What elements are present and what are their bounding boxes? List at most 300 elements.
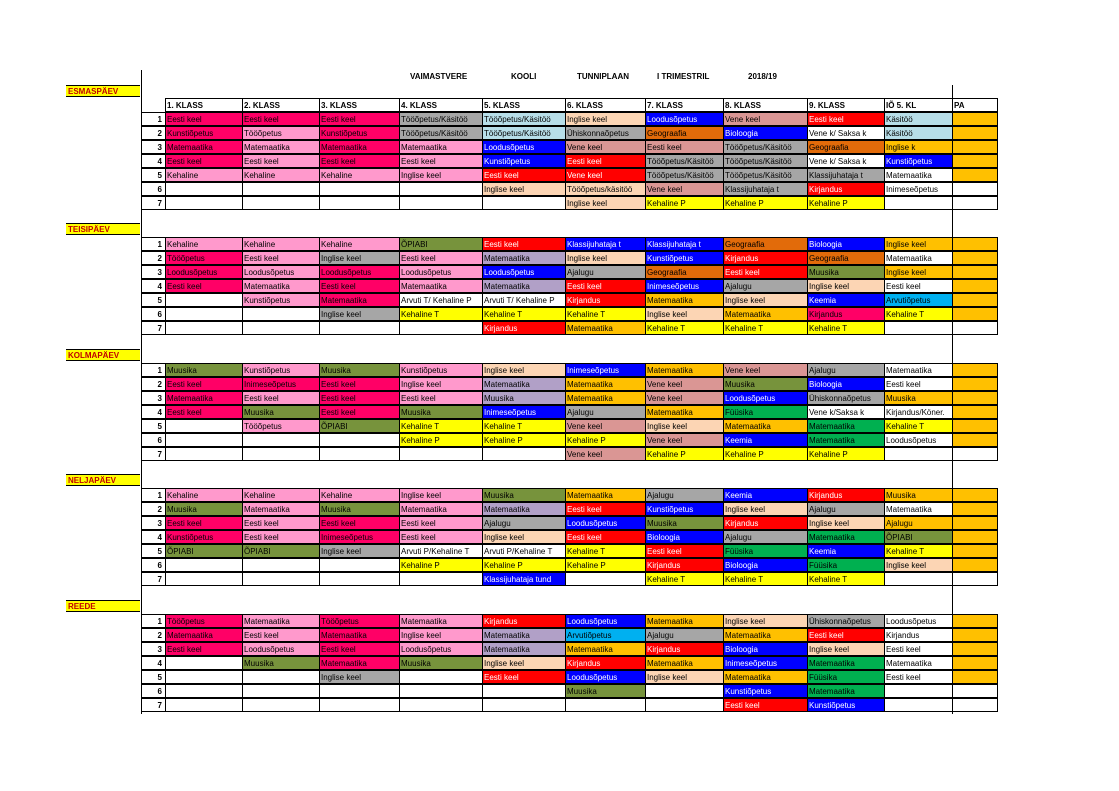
lesson-cell: Eesti keel [884, 377, 952, 391]
lesson-cell: Inglise keel [399, 168, 482, 182]
lesson-cell [952, 447, 998, 461]
lesson-cell: Eesti keel [242, 112, 319, 126]
lesson-cell: Muusika [645, 516, 723, 530]
lesson-cell: Inglise keel [319, 307, 399, 321]
lesson-cell: Kunstiõpetus [399, 363, 482, 377]
lesson-cell: Kirjandus [723, 251, 807, 265]
lesson-cell [319, 196, 399, 210]
lesson-cell: Tööõpetus [242, 126, 319, 140]
lesson-number: 1 [141, 112, 165, 126]
lesson-cell [165, 656, 242, 670]
lesson-cell: Muusika [399, 405, 482, 419]
lesson-cell: Ajalugu [723, 279, 807, 293]
lesson-cell: Eesti keel [807, 112, 884, 126]
lesson-cell: Matemaatika [482, 279, 565, 293]
lesson-cell: Matemaatika [884, 251, 952, 265]
lesson-cell: Inglise keel [807, 516, 884, 530]
lesson-number: 3 [141, 140, 165, 154]
lesson-cell: Ühiskonnaõpetus [807, 614, 884, 628]
lesson-number: 6 [141, 307, 165, 321]
lesson-cell: Arvuti T/ Kehaline P [399, 293, 482, 307]
lesson-cell [399, 321, 482, 335]
lesson-cell [952, 279, 998, 293]
lesson-cell: Bioloogia [807, 237, 884, 251]
lesson-cell [952, 265, 998, 279]
lesson-cell: Vene k/ Saksa k [807, 126, 884, 140]
lesson-cell: Muusika [165, 502, 242, 516]
lesson-number: 1 [141, 237, 165, 251]
lesson-cell: Kehaline T [807, 572, 884, 586]
lesson-cell [399, 670, 482, 684]
lesson-cell: Kunstiõpetus [165, 530, 242, 544]
lesson-cell: Inimeseõpetus [884, 182, 952, 196]
lesson-cell: Tööõpetus/Käsitöö [645, 154, 723, 168]
title-school-year: 2018/19 [748, 72, 777, 81]
lesson-number: 3 [141, 265, 165, 279]
lesson-cell: Kehaline P [645, 196, 723, 210]
lesson-cell: Klassijuhataja t [723, 182, 807, 196]
lesson-cell: Vene keel [723, 363, 807, 377]
lesson-cell: Matemaatika [399, 614, 482, 628]
lesson-cell: Muusika [242, 405, 319, 419]
lesson-cell: Klassijuhataja tund [482, 572, 565, 586]
title-timetable: TUNNIPLAAN [577, 72, 629, 81]
lesson-cell: Bioloogia [723, 558, 807, 572]
lesson-cell [952, 307, 998, 321]
lesson-cell: Muusika [242, 656, 319, 670]
lesson-cell: Matemaatika [884, 168, 952, 182]
lesson-cell: Loodusõpetus [242, 265, 319, 279]
lesson-cell [952, 154, 998, 168]
lesson-cell [242, 196, 319, 210]
lesson-cell: Eesti keel [884, 279, 952, 293]
lesson-cell: Eesti keel [399, 530, 482, 544]
lesson-cell [165, 558, 242, 572]
lesson-cell [952, 656, 998, 670]
lesson-cell: Matemaatika [482, 251, 565, 265]
lesson-cell [482, 698, 565, 712]
lesson-cell [884, 196, 952, 210]
lesson-cell: Inimeseõpetus [319, 530, 399, 544]
lesson-cell [952, 293, 998, 307]
lesson-cell: Matemaatika [884, 502, 952, 516]
lesson-cell: Tööõpetus/käsitöö [565, 182, 645, 196]
lesson-cell: Inglise keel [319, 670, 399, 684]
lesson-cell: Geograafia [645, 265, 723, 279]
lesson-cell: Muusika [565, 684, 645, 698]
lesson-cell: Loodusõpetus [242, 642, 319, 656]
lesson-number: 2 [141, 126, 165, 140]
lesson-cell: Vene k/ Saksa k [807, 154, 884, 168]
lesson-cell: Vene keel [565, 140, 645, 154]
lesson-cell: Inimeseõpetus [565, 363, 645, 377]
lesson-cell: Matemaatika [645, 363, 723, 377]
lesson-cell [482, 684, 565, 698]
lesson-cell: Klassijuhataja t [807, 168, 884, 182]
lesson-cell [952, 363, 998, 377]
lesson-cell: Eesti keel [565, 502, 645, 516]
lesson-cell [242, 447, 319, 461]
lesson-cell: Matemaatika [319, 628, 399, 642]
column-header: 7. KLASS [645, 98, 723, 112]
lesson-cell: Kehaline T [884, 419, 952, 433]
lesson-cell: Arvuti P/Kehaline T [399, 544, 482, 558]
lesson-cell: Kehaline [165, 237, 242, 251]
lesson-cell: Inglise keel [399, 628, 482, 642]
lesson-cell: Geograafia [723, 237, 807, 251]
lesson-cell: Tööõpetus/Käsitöö [723, 140, 807, 154]
lesson-cell: Matemaatika [242, 279, 319, 293]
lesson-cell: Keemia [723, 488, 807, 502]
lesson-cell: Vene k/Saksa k [807, 405, 884, 419]
lesson-number: 1 [141, 614, 165, 628]
lesson-cell: Inglise keel [645, 419, 723, 433]
lesson-cell: Eesti keel [319, 391, 399, 405]
lesson-cell [165, 670, 242, 684]
lesson-cell: Loodusõpetus [884, 614, 952, 628]
lesson-cell: Muusika [319, 502, 399, 516]
lesson-cell: Matemaatika [723, 307, 807, 321]
lesson-cell: Füüsika [723, 405, 807, 419]
lesson-cell [482, 196, 565, 210]
lesson-cell: Ühiskonnaõpetus [565, 126, 645, 140]
lesson-cell [399, 447, 482, 461]
lesson-cell: Kehaline [242, 488, 319, 502]
lesson-cell: Matemaatika [165, 140, 242, 154]
lesson-cell: Klassijuhataja t [645, 237, 723, 251]
lesson-cell [884, 447, 952, 461]
lesson-cell: Füüsika [723, 544, 807, 558]
lesson-cell [242, 558, 319, 572]
lesson-cell: Muusika [482, 391, 565, 405]
lesson-cell [952, 196, 998, 210]
lesson-cell [952, 391, 998, 405]
lesson-cell: Matemaatika [482, 377, 565, 391]
lesson-cell: Matemaatika [482, 642, 565, 656]
lesson-cell: Eesti keel [807, 628, 884, 642]
lesson-cell: Eesti keel [319, 516, 399, 530]
lesson-cell: Eesti keel [565, 154, 645, 168]
lesson-cell: Kehaline P [482, 558, 565, 572]
column-header: 4. KLASS [399, 98, 482, 112]
lesson-cell: Ajalugu [482, 516, 565, 530]
lesson-cell: Kirjandus [723, 516, 807, 530]
column-header: 9. KLASS [807, 98, 884, 112]
column-header: 2. KLASS [242, 98, 319, 112]
lesson-cell: Ajalugu [645, 488, 723, 502]
lesson-cell: Matemaatika [482, 502, 565, 516]
lesson-cell: Füüsika [807, 670, 884, 684]
lesson-number: 5 [141, 544, 165, 558]
lesson-cell [952, 628, 998, 642]
lesson-cell: Matemaatika [807, 656, 884, 670]
lesson-cell: Inglise keel [807, 642, 884, 656]
lesson-cell: Matemaatika [319, 656, 399, 670]
column-header: PA [952, 98, 998, 112]
title-trimester: I TRIMESTRIL [657, 72, 710, 81]
lesson-cell [952, 530, 998, 544]
lesson-cell: Kehaline P [565, 558, 645, 572]
lesson-cell: Matemaatika [242, 502, 319, 516]
lesson-cell: Inglise k [884, 140, 952, 154]
lesson-cell: Muusika [723, 377, 807, 391]
lesson-cell: Eesti keel [242, 628, 319, 642]
lesson-cell: Kunstiõpetus [645, 502, 723, 516]
lesson-cell: Inglise keel [645, 670, 723, 684]
lesson-cell: Eesti keel [319, 642, 399, 656]
lesson-cell [952, 112, 998, 126]
lesson-cell [952, 140, 998, 154]
lesson-cell [952, 698, 998, 712]
lesson-cell: Kunstiõpetus [723, 684, 807, 698]
lesson-cell: Ajalugu [807, 502, 884, 516]
lesson-cell: Bioloogia [723, 642, 807, 656]
lesson-cell: Loodusõpetus [565, 670, 645, 684]
lesson-cell: Inimeseõpetus [482, 405, 565, 419]
lesson-cell [165, 684, 242, 698]
lesson-cell [165, 321, 242, 335]
lesson-cell [399, 684, 482, 698]
lesson-cell: Matemaatika [807, 684, 884, 698]
lesson-cell: Kehaline [319, 237, 399, 251]
lesson-cell: Loodusõpetus [482, 265, 565, 279]
lesson-cell [884, 698, 952, 712]
lesson-cell [952, 670, 998, 684]
lesson-cell: Loodusõpetus [565, 516, 645, 530]
lesson-cell: Kehaline P [723, 447, 807, 461]
lesson-cell: Eesti keel [884, 642, 952, 656]
lesson-cell: Kehaline P [482, 433, 565, 447]
column-header: 5. KLASS [482, 98, 565, 112]
lesson-cell: Kehaline T [884, 544, 952, 558]
lesson-cell: Kehaline P [723, 196, 807, 210]
lesson-cell: Eesti keel [242, 530, 319, 544]
lesson-cell: Kirjandus [884, 628, 952, 642]
lesson-cell [952, 433, 998, 447]
lesson-cell: Matemaatika [482, 628, 565, 642]
lesson-cell: Matemaatika [565, 488, 645, 502]
lesson-cell: Loodusõpetus [399, 265, 482, 279]
lesson-cell [952, 126, 998, 140]
lesson-cell [165, 447, 242, 461]
lesson-cell: Inglise keel [565, 196, 645, 210]
lesson-cell [952, 516, 998, 530]
lesson-cell: Kunstiõpetus [242, 293, 319, 307]
lesson-number: 5 [141, 293, 165, 307]
lesson-cell: Ajalugu [723, 530, 807, 544]
lesson-cell: Matemaatika [645, 405, 723, 419]
lesson-cell: Arvuti T/ Kehaline P [482, 293, 565, 307]
lesson-cell: Kirjandus/Köner. [884, 405, 952, 419]
lesson-cell: Eesti keel [242, 251, 319, 265]
lesson-cell [399, 572, 482, 586]
lesson-cell: Matemaatika [723, 419, 807, 433]
lesson-cell [319, 433, 399, 447]
lesson-cell: Eesti keel [565, 530, 645, 544]
lesson-cell: Inimeseõpetus [242, 377, 319, 391]
lesson-cell: Kehaline T [565, 544, 645, 558]
lesson-number: 3 [141, 642, 165, 656]
lesson-number: 5 [141, 168, 165, 182]
lesson-cell: Kirjandus [645, 558, 723, 572]
lesson-cell: Inglise keel [482, 363, 565, 377]
lesson-cell: Matemaatika [884, 656, 952, 670]
lesson-cell: Bioloogia [807, 377, 884, 391]
lesson-cell [952, 572, 998, 586]
lesson-cell [165, 293, 242, 307]
lesson-cell: ÕPIABI [165, 544, 242, 558]
lesson-cell: Matemaatika [399, 140, 482, 154]
lesson-cell: Eesti keel [319, 377, 399, 391]
lesson-cell [399, 698, 482, 712]
lesson-cell: Muusika [807, 265, 884, 279]
lesson-cell: Kunstiõpetus [884, 154, 952, 168]
lesson-cell [952, 377, 998, 391]
lesson-cell: Tööõpetus/Käsitöö [723, 168, 807, 182]
lesson-cell: Kirjandus [645, 642, 723, 656]
lesson-cell [565, 572, 645, 586]
column-header: 6. KLASS [565, 98, 645, 112]
lesson-cell: Matemaatika [807, 433, 884, 447]
lesson-cell: Kehaline T [399, 307, 482, 321]
lesson-cell [952, 182, 998, 196]
lesson-cell: Loodusõpetus [319, 265, 399, 279]
lesson-number: 2 [141, 628, 165, 642]
lesson-cell: Matemaatika [399, 502, 482, 516]
lesson-cell [482, 447, 565, 461]
lesson-cell: Kehaline [242, 168, 319, 182]
lesson-cell: Tööõpetus/Käsitöö [399, 112, 482, 126]
lesson-cell [952, 488, 998, 502]
lesson-cell: Kunstiõpetus [645, 251, 723, 265]
lesson-cell: Kunstiõpetus [807, 698, 884, 712]
lesson-number: 6 [141, 684, 165, 698]
lesson-number: 3 [141, 391, 165, 405]
lesson-number: 5 [141, 670, 165, 684]
lesson-number: 4 [141, 154, 165, 168]
lesson-cell: Loodusõpetus [482, 140, 565, 154]
lesson-cell: Inimeseõpetus [645, 279, 723, 293]
lesson-cell: Vene keel [565, 419, 645, 433]
lesson-cell: Inglise keel [807, 279, 884, 293]
lesson-cell: Matemaatika [565, 321, 645, 335]
lesson-number: 4 [141, 279, 165, 293]
lesson-cell: Kehaline T [884, 307, 952, 321]
lesson-number: 4 [141, 530, 165, 544]
lesson-cell: Kehaline P [807, 196, 884, 210]
lesson-cell: Matemaatika [165, 391, 242, 405]
lesson-cell: Eesti keel [884, 670, 952, 684]
lesson-cell: Matemaatika [645, 293, 723, 307]
lesson-cell: Ajalugu [645, 628, 723, 642]
lesson-cell: Inglise keel [723, 293, 807, 307]
lesson-cell [952, 168, 998, 182]
lesson-cell: Inglise keel [319, 251, 399, 265]
lesson-cell: Keemia [723, 433, 807, 447]
lesson-cell: ÕPIABI [399, 237, 482, 251]
lesson-cell: Loodusõpetus [645, 112, 723, 126]
lesson-cell: Eesti keel [319, 279, 399, 293]
lesson-cell: Kehaline T [565, 307, 645, 321]
lesson-cell: Kehaline [165, 488, 242, 502]
lesson-cell: Bioloogia [645, 530, 723, 544]
lesson-cell [319, 321, 399, 335]
lesson-number: 5 [141, 419, 165, 433]
lesson-cell: Inimeseõpetus [723, 656, 807, 670]
lesson-cell: Kehaline P [565, 433, 645, 447]
lesson-cell: Arvutiõpetus [565, 628, 645, 642]
lesson-number: 2 [141, 377, 165, 391]
lesson-number: 4 [141, 405, 165, 419]
lesson-cell: Loodusõpetus [884, 433, 952, 447]
column-header: 8. KLASS [723, 98, 807, 112]
lesson-cell [165, 182, 242, 196]
lesson-cell: Matemaatika [242, 140, 319, 154]
lesson-cell: Matemaatika [565, 642, 645, 656]
lesson-cell: Vene keel [565, 447, 645, 461]
lesson-cell [319, 558, 399, 572]
lesson-cell: Muusika [399, 656, 482, 670]
lesson-cell: Kirjandus [482, 321, 565, 335]
lesson-cell: Loodusõpetus [165, 265, 242, 279]
lesson-cell: Loodusõpetus [399, 642, 482, 656]
lesson-cell: Muusika [884, 488, 952, 502]
lesson-cell: Inglise keel [884, 265, 952, 279]
lesson-number: 7 [141, 572, 165, 586]
lesson-cell: Geograafia [645, 126, 723, 140]
lesson-cell [242, 307, 319, 321]
lesson-cell: Inglise keel [399, 377, 482, 391]
lesson-cell: Kirjandus [565, 656, 645, 670]
lesson-cell: Füüsika [807, 558, 884, 572]
lesson-cell [952, 642, 998, 656]
lesson-cell: Muusika [165, 363, 242, 377]
lesson-cell: Vene keel [645, 391, 723, 405]
lesson-cell: Matemaatika [565, 391, 645, 405]
lesson-cell: Kunstiõpetus [319, 126, 399, 140]
lesson-cell: Klassijuhataja t [565, 237, 645, 251]
lesson-cell: Eesti keel [165, 112, 242, 126]
lesson-cell: Ajalugu [565, 265, 645, 279]
lesson-cell: Eesti keel [482, 670, 565, 684]
lesson-cell: Inglise keel [884, 237, 952, 251]
lesson-number: 4 [141, 656, 165, 670]
lesson-cell: Eesti keel [645, 544, 723, 558]
lesson-cell: Inglise keel [723, 614, 807, 628]
title-school-name: VAIMASTVERE [410, 72, 468, 81]
lesson-cell: Kehaline T [723, 572, 807, 586]
lesson-number: 1 [141, 488, 165, 502]
lesson-cell: Inglise keel [482, 656, 565, 670]
lesson-cell: Kehaline [165, 168, 242, 182]
lesson-cell: Loodusõpetus [723, 391, 807, 405]
lesson-cell: Matemaatika [645, 656, 723, 670]
lesson-cell: Tööõpetus [165, 614, 242, 628]
lesson-cell [952, 321, 998, 335]
lesson-cell: ÕPIABI [319, 419, 399, 433]
lesson-cell: Eesti keel [165, 516, 242, 530]
lesson-cell [952, 419, 998, 433]
lesson-cell: Keemia [807, 293, 884, 307]
lesson-cell: Kehaline T [399, 419, 482, 433]
column-header: 1. KLASS [165, 98, 242, 112]
lesson-cell: Eesti keel [165, 405, 242, 419]
lesson-cell: Vene keel [645, 182, 723, 196]
lesson-cell: Ajalugu [565, 405, 645, 419]
lesson-cell [884, 684, 952, 698]
lesson-cell: Kehaline T [482, 419, 565, 433]
lesson-cell: Kehaline T [645, 321, 723, 335]
